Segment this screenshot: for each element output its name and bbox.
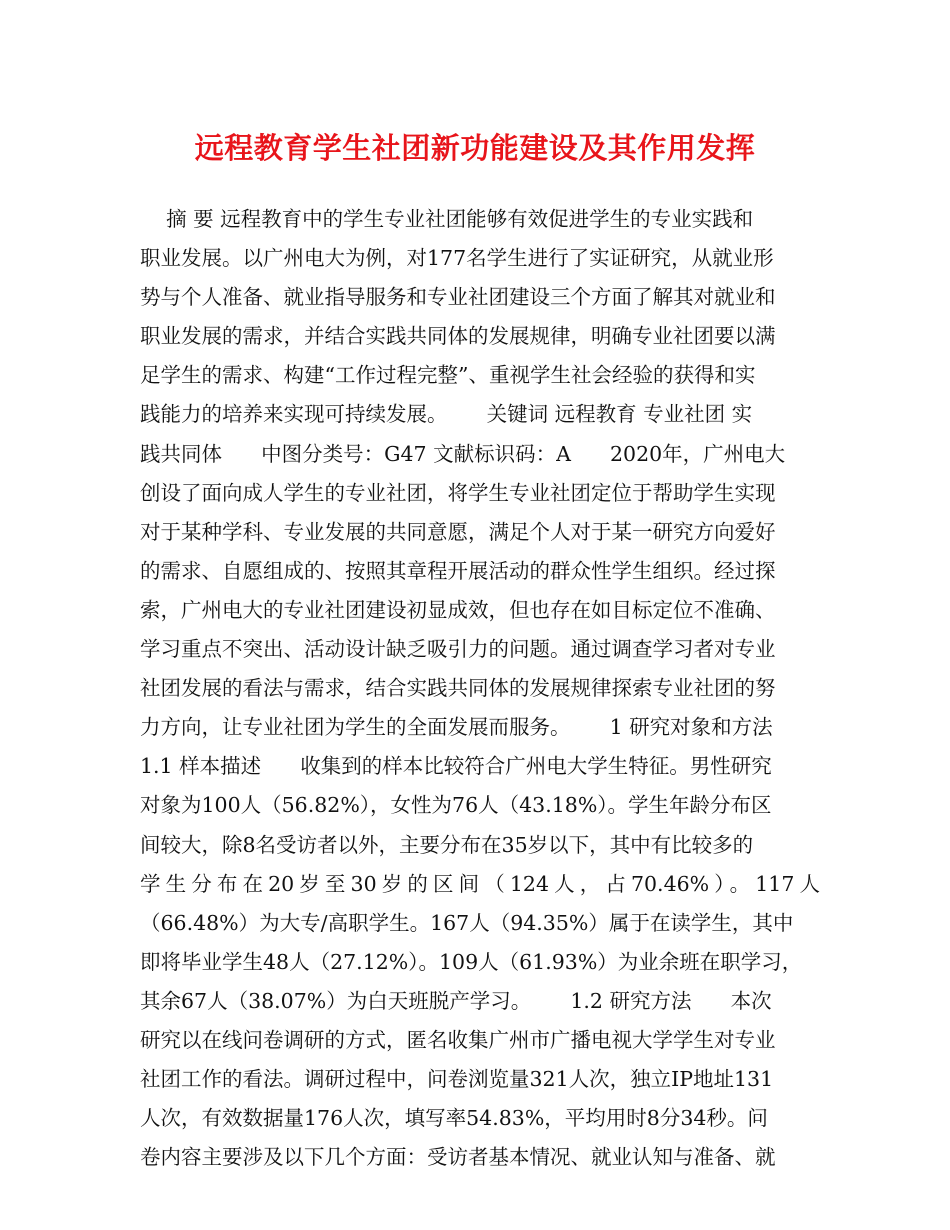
- document-title: 远程教育学生社团新功能建设及其作用发挥: [194, 131, 756, 165]
- body-line: 间较大，除8名受访者以外，主要分布在35岁以下，其中有比较多的: [140, 832, 754, 857]
- body-line: 1.1 样本描述 收集到的样本比较符合广州电大学生特征。男性研究: [140, 754, 772, 779]
- body-line: 即将毕业学生48人（27.12%）。109人（61.93%）为业余班在职学习，: [140, 949, 803, 974]
- body-line: 索，广州电大的专业社团建设初显成效，但也存在如目标定位不准确、: [140, 597, 776, 622]
- body-line: 摘 要 远程教育中的学生专业社团能够有效促进学生的专业实践和: [140, 207, 754, 231]
- body-line: 足学生的需求、构建“工作过程完整”、重视学生社会经验的获得和实: [140, 363, 756, 388]
- body-line: （66.48%）为大专/高职学生。167人（94.35%）属于在读学生，其中: [140, 910, 794, 935]
- body-line: 社团工作的看法。调研过程中，问卷浏览量321人次，独立IP地址131: [140, 1067, 774, 1092]
- body-line: 卷内容主要涉及以下几个方面：受访者基本情况、就业认知与准备、就: [140, 1145, 776, 1170]
- body-line: 社团发展的看法与需求，结合实践共同体的发展规律探索专业社团的努: [140, 676, 776, 701]
- body-line: 学生分布在20岁至30岁的区间（124人，占70.46%）。117人: [140, 871, 820, 896]
- body-line: 力方向，让专业社团为学生的全面发展而服务。 1 研究对象和方法: [140, 715, 773, 740]
- body-line: 对象为100人（56.82%），女性为76人（43.18%）。学生年龄分布区: [140, 793, 772, 818]
- body-line: 职业发展。以广州电大为例，对177名学生进行了实证研究，从就业形: [140, 246, 774, 271]
- body-line: 势与个人准备、就业指导服务和专业社团建设三个方面了解其对就业和: [140, 285, 776, 310]
- body-line: 的需求、自愿组成的、按照其章程开展活动的群众性学生组织。经过探: [140, 558, 776, 583]
- body-line: 人次，有效数据量176人次，填写率54.83%，平均用时8分34秒。问: [140, 1106, 768, 1131]
- body-line: 学习重点不突出、活动设计缺乏吸引力的问题。通过调查学习者对专业: [140, 637, 776, 662]
- body-line: 创设了面向成人学生的专业社团，将学生专业社团定位于帮助学生实现: [140, 480, 776, 505]
- body-line: 其余67人（38.07%）为白天班脱产学习。 1.2 研究方法 本次: [140, 988, 772, 1013]
- body-line: 践能力的培养来实现可持续发展。 关键词 远程教育 专业社团 实: [140, 402, 753, 427]
- document-body: [140, 200, 820, 1177]
- body-line: 研究以在线问卷调研的方式，匿名收集广州市广播电视大学学生对专业: [140, 1027, 776, 1052]
- body-line: 践共同体 中图分类号：G47 文献标识码：A 2020年，广州电大: [140, 441, 786, 466]
- body-line: 职业发展的需求，并结合实践共同体的发展规律，明确专业社团要以满: [140, 324, 776, 349]
- body-line: 对于某种学科、专业发展的共同意愿，满足个人对于某一研究方向爱好: [140, 519, 776, 544]
